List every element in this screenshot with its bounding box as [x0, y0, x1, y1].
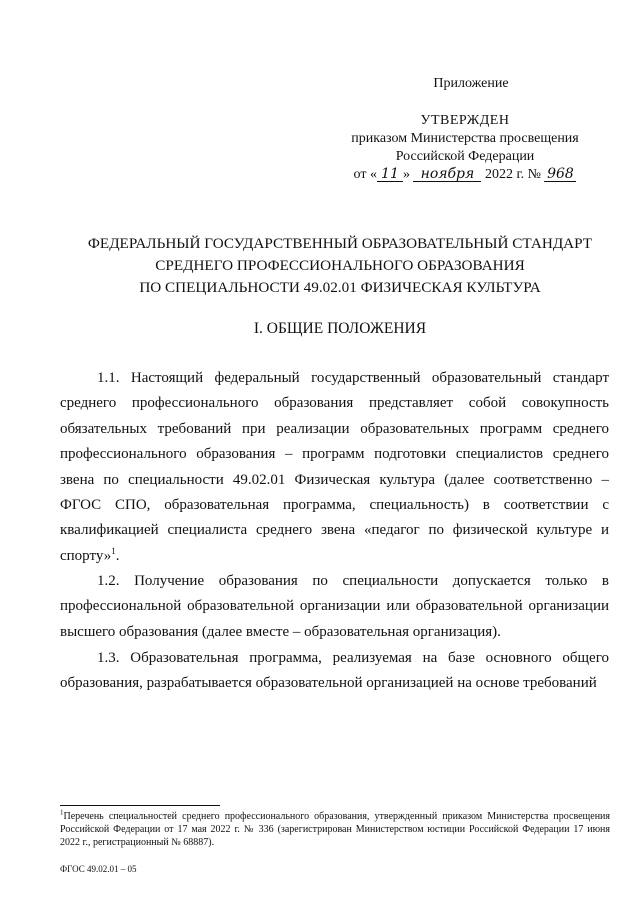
- paragraph-1-1: [60, 366, 609, 569]
- approved-line-2: Российской Федерации: [395, 149, 535, 164]
- footnote-reference: 1: [111, 545, 116, 556]
- title-line-3: ПО СПЕЦИАЛЬНОСТИ 49.02.01 ФИЗИЧЕСКАЯ КУЛЬТУРА: [139, 279, 541, 296]
- date-year: 2022 г. №: [484, 167, 541, 182]
- document-title: [60, 233, 620, 299]
- page-code: ФГОС 49.02.01 – 05: [60, 864, 137, 874]
- approval-block: [300, 112, 630, 184]
- date-day: 11: [377, 167, 403, 182]
- paragraph-1-2: 1.2. Получение образования по специальности допускается только в профессиональной образовательной организации или образовательной организации высшего образования (далее вместе – образовательная организация).: [60, 573, 609, 640]
- order-number: 968: [544, 167, 576, 182]
- paragraph-1-1-end: .: [115, 547, 120, 564]
- footnote-separator: [60, 805, 220, 806]
- date-mid: »: [402, 167, 410, 182]
- section-heading: I. ОБЩИЕ ПОЛОЖЕНИЯ: [253, 320, 427, 337]
- approved-title: УТВЕРЖДЕН: [420, 113, 510, 128]
- title-line-2: СРЕДНЕГО ПРОФЕССИОНАЛЬНОГО ОБРАЗОВАНИЯ: [155, 257, 525, 274]
- footnote-text: Перечень специальностей среднего профессионального образования, утвержденный приказом Министерства просвещения Российской Федерации от 17 мая 2022 г. № 336 (зарегистрирован Министерством юстиции Российской Федерации 17 июня 2022 г., регистрационный № 68887).: [60, 811, 610, 848]
- date-prefix: от «: [353, 167, 377, 182]
- approved-line-1: приказом Министерства просвещения: [351, 131, 579, 146]
- title-line-1: ФЕДЕРАЛЬНЫЙ ГОСУДАРСТВЕННЫЙ ОБРАЗОВАТЕЛЬНЫЙ СТАНДАРТ: [87, 235, 593, 252]
- approval-date-line: [300, 166, 630, 184]
- paragraph-1-1-text: 1.1. Настоящий федеральный государственный образовательный стандарт среднего профессионального образования представляет собой совокупность обязательных требований при реализации образовательных программ среднего профессионального образования – программ подготовки специалистов среднего звена по специальности 49.02.01 Физическая культура (далее соответственно – ФГОС СПО, образовательная программа, специальность) в соответствии с квалификацией специалиста среднего звена «педагог по физической культуре и спорту»: [60, 370, 609, 564]
- paragraph-1-3: 1.3. Образовательная программа, реализуемая на базе основного общего образования, разрабатывается образовательной организацией на основе требований: [60, 650, 609, 692]
- footnote-mark: 1: [60, 808, 64, 817]
- date-month: ноября: [413, 167, 481, 182]
- footnote: [60, 810, 610, 849]
- appendix-label: Приложение: [433, 76, 509, 91]
